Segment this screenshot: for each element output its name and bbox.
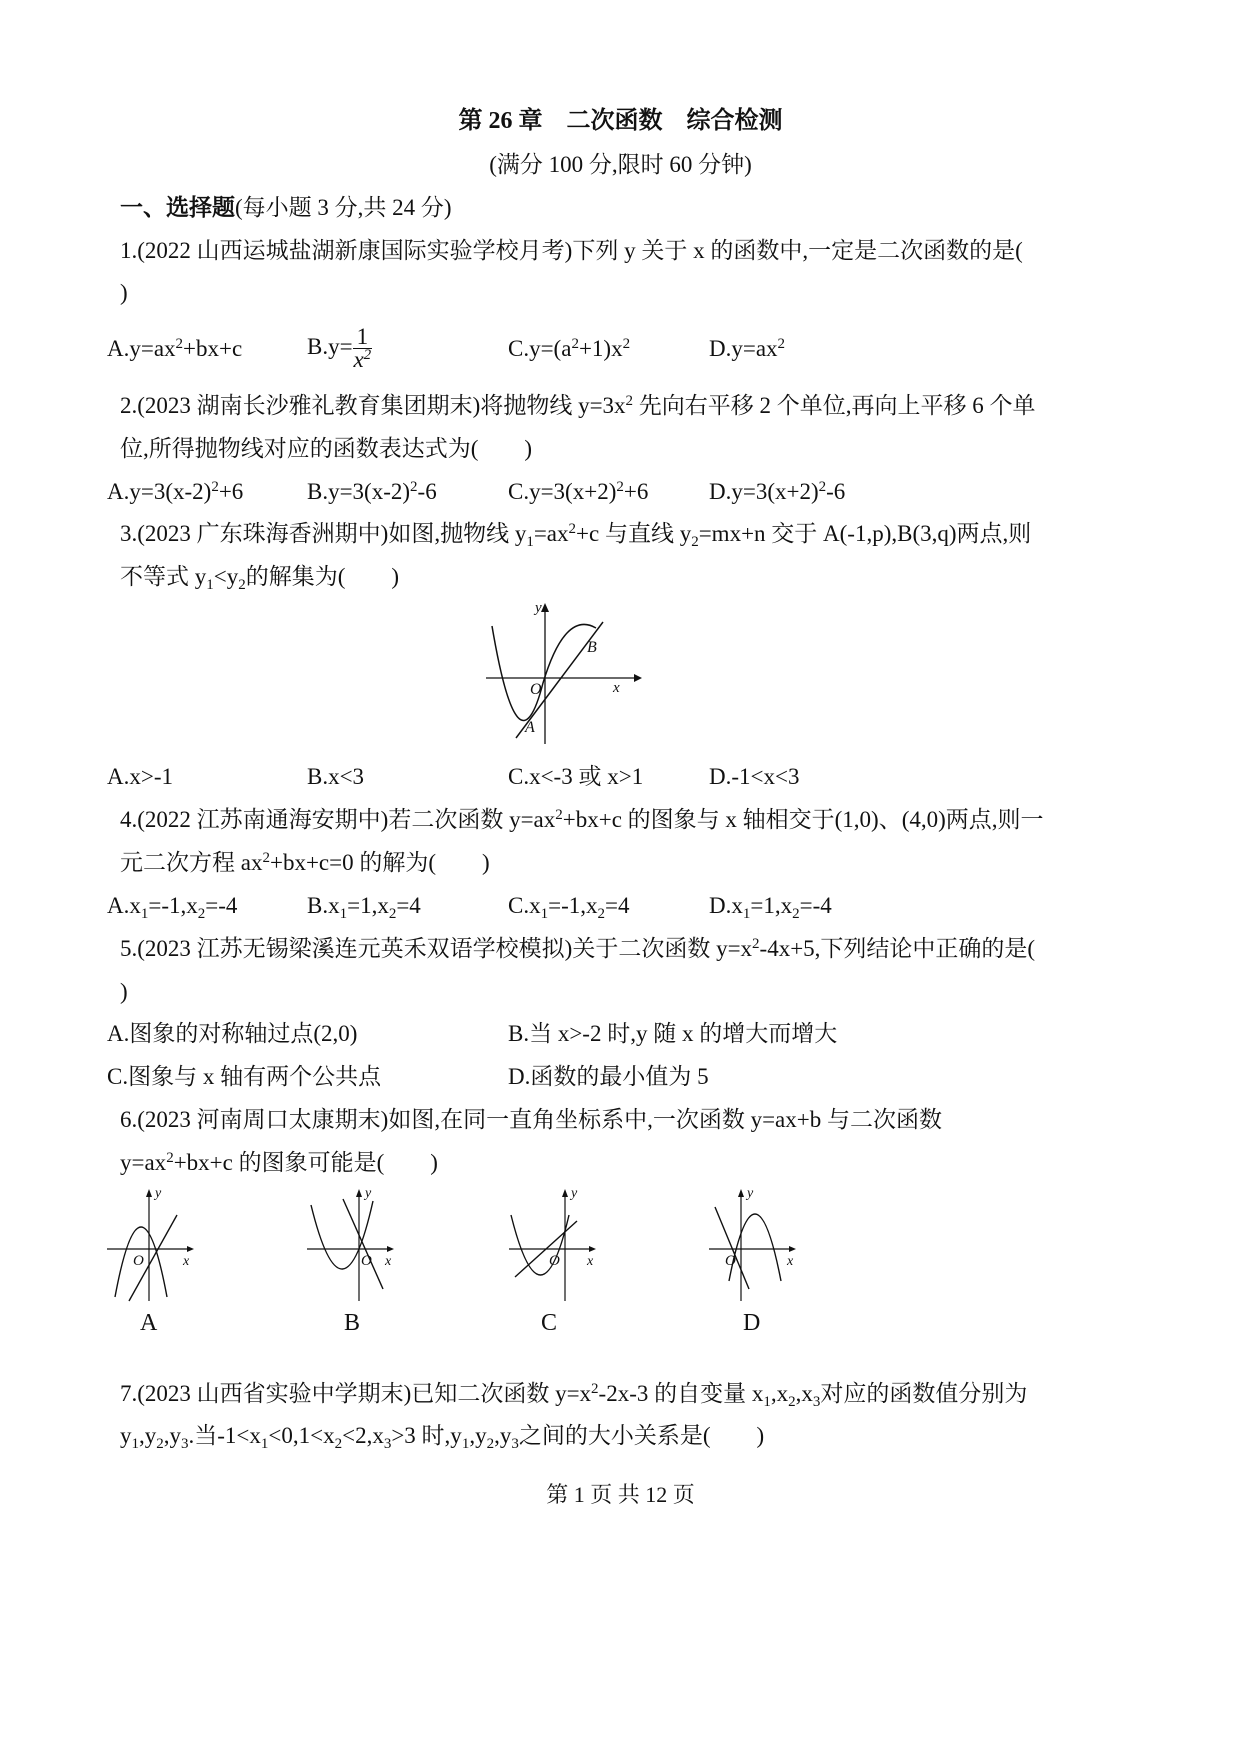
q6-figure-d xyxy=(705,1185,805,1311)
q1-option-a: $A.y=ax^2+bx+c$ xyxy=(107,336,243,361)
q6-figure-a xyxy=(103,1185,203,1311)
origin-label: O xyxy=(530,681,542,698)
q3-option-d: D.-1<x<3 xyxy=(709,764,800,789)
q6-caption-d: D xyxy=(743,1310,761,1336)
q3-option-b: B.x<3 xyxy=(307,764,365,789)
svg-text:y: y xyxy=(365,1186,372,1201)
q4-option-d: $D.x_1=1,x_2=-4$ xyxy=(709,893,832,922)
q3-figure xyxy=(480,598,650,754)
line-graph xyxy=(715,1207,749,1289)
q2-stem-cont: 位,所得抛物线对应的函数表达式为( ) xyxy=(120,436,533,461)
q3-option-a: A.x>-1 xyxy=(107,764,173,789)
q3-option-c: C.x<-3 或 x>1 xyxy=(508,764,644,789)
q2-option-a: $A.y=3(x-2)^2+6$ xyxy=(107,479,244,504)
svg-text:O: O xyxy=(133,1253,144,1269)
page-title: 第 26 章 二次函数 综合检测 xyxy=(458,108,783,134)
q6-caption-a: A xyxy=(140,1310,158,1336)
section-note: (每小题 3 分,共 24 分) xyxy=(235,195,452,220)
q5-option-c: C.图象与 x 轴有两个公共点 xyxy=(107,1064,382,1089)
q1-option-d: $D.y=ax^2$ xyxy=(709,336,786,361)
svg-text:x: x xyxy=(787,1254,794,1269)
q6-stem: 6.(2023 河南周口太康期末)如图,在同一直角坐标系中,一次函数 y=ax+b 与二次函数 xyxy=(120,1107,942,1132)
q5-option-b: B.当 x>-2 时,y 随 x 的增大而增大 xyxy=(508,1021,838,1046)
q6-stem-cont: $y=ax^2+bx+c$ 的图象可能是( ) xyxy=(120,1150,438,1175)
q4-stem: 4.(2022 江苏南通海安期中)若二次函数 $y=ax^2+bx+c$ 的图象与 x 轴相交于(1,0)、(4,0)两点,则一 xyxy=(120,807,1044,832)
y-axis-label: y xyxy=(535,600,542,616)
q7-stem: 7.(2023 山西省实验中学期末)已知二次函数 $y=x^2-2x-3$ 的自变量 $x_1,x_2,x_3$对应的函数值分别为 xyxy=(120,1381,1028,1410)
q6-caption-b: B xyxy=(344,1310,361,1336)
svg-text:x: x xyxy=(587,1254,594,1269)
q1-stem: 1.(2022 山西运城盐湖新康国际实验学校月考)下列 y 关于 x 的函数中,一定是二次函数的是( xyxy=(120,238,1023,263)
line-graph xyxy=(343,1199,383,1289)
q2-option-c: $C.y=3(x+2)^2+6$ xyxy=(508,479,649,504)
svg-text:x: x xyxy=(385,1254,392,1269)
q1-option-c: $C.y=(a^2+1)x^2$ xyxy=(508,336,631,361)
q2-option-d: $D.y=3(x+2)^2-6$ xyxy=(709,479,846,504)
page-footer: 第 1 页 共 12 页 xyxy=(546,1482,695,1507)
q4-option-b: $B.x_1=1,x_2=4$ xyxy=(307,893,421,922)
y-axis-arrow xyxy=(541,603,549,612)
svg-text:O: O xyxy=(549,1253,560,1269)
q1-stem-cont: ) xyxy=(120,280,128,305)
fraction: $\frac{1}{x^2}$ xyxy=(353,324,372,372)
x-axis-label: x xyxy=(613,680,620,696)
section-title: 一、选择题 xyxy=(120,195,235,220)
q3-stem-cont: 不等式 $y_1<y_2$的解集为( ) xyxy=(120,564,400,593)
parabola-curve xyxy=(729,1214,781,1281)
svg-text:y: y xyxy=(571,1186,578,1201)
point-a-label: A xyxy=(525,719,535,736)
section-heading xyxy=(120,193,452,223)
point-b-label: B xyxy=(587,639,597,656)
q6-figure-c xyxy=(505,1185,605,1311)
svg-text:O: O xyxy=(361,1253,372,1269)
q1-option-b: B.y= $\frac{1}{x^2}$ xyxy=(307,324,372,372)
q2-option-b: $B.y=3(x-2)^2-6$ xyxy=(307,479,437,504)
q5-option-d: D.函数的最小值为 5 xyxy=(508,1064,709,1089)
page-subtitle: (满分 100 分,限时 60 分钟) xyxy=(489,152,752,177)
q2-stem: 2.(2023 湖南长沙雅礼教育集团期末)将抛物线 $y=3x^2$ 先向右平移 2 个单位,再向上平移 6 个单 xyxy=(120,393,1036,418)
q4-option-c: $C.x_1=-1,x_2=4$ xyxy=(508,893,630,922)
q4-stem-cont: 元二次方程 $ax^2+bx+c=0$ 的解为( ) xyxy=(120,850,490,875)
parabola-curve xyxy=(492,624,596,720)
svg-text:O: O xyxy=(725,1253,736,1269)
svg-text:x: x xyxy=(183,1254,190,1269)
q5-stem-cont: ) xyxy=(120,979,128,1004)
q6-caption-c: C xyxy=(541,1310,558,1336)
q5-option-a: A.图象的对称轴过点(2,0) xyxy=(107,1021,358,1046)
q3-stem: 3.(2023 广东珠海香洲期中)如图,抛物线 $y_1=ax^2+c$ 与直线 $y_2=mx+n$ 交于 A(-1,p),B(3,q)两点,则 xyxy=(120,521,1032,550)
x-axis-arrow xyxy=(634,674,642,682)
q5-stem: 5.(2023 江苏无锡梁溪连元英禾双语学校模拟)关于二次函数 $y=x^2-4x+5$,下列结论中正确的是( xyxy=(120,936,1036,961)
parabola-curve xyxy=(511,1215,569,1275)
q7-stem-cont: $y_1,y_2,y_3$.当$-1<x_1<0,1<x_2<2,x_3>3$ 时$,y_1,y_2,y_3$之间的大小关系是( ) xyxy=(120,1423,765,1452)
svg-text:y: y xyxy=(747,1186,754,1201)
svg-text:y: y xyxy=(155,1186,162,1201)
q4-option-a: $A.x_1=-1,x_2=-4$ xyxy=(107,893,238,922)
q6-figure-b xyxy=(303,1185,403,1311)
